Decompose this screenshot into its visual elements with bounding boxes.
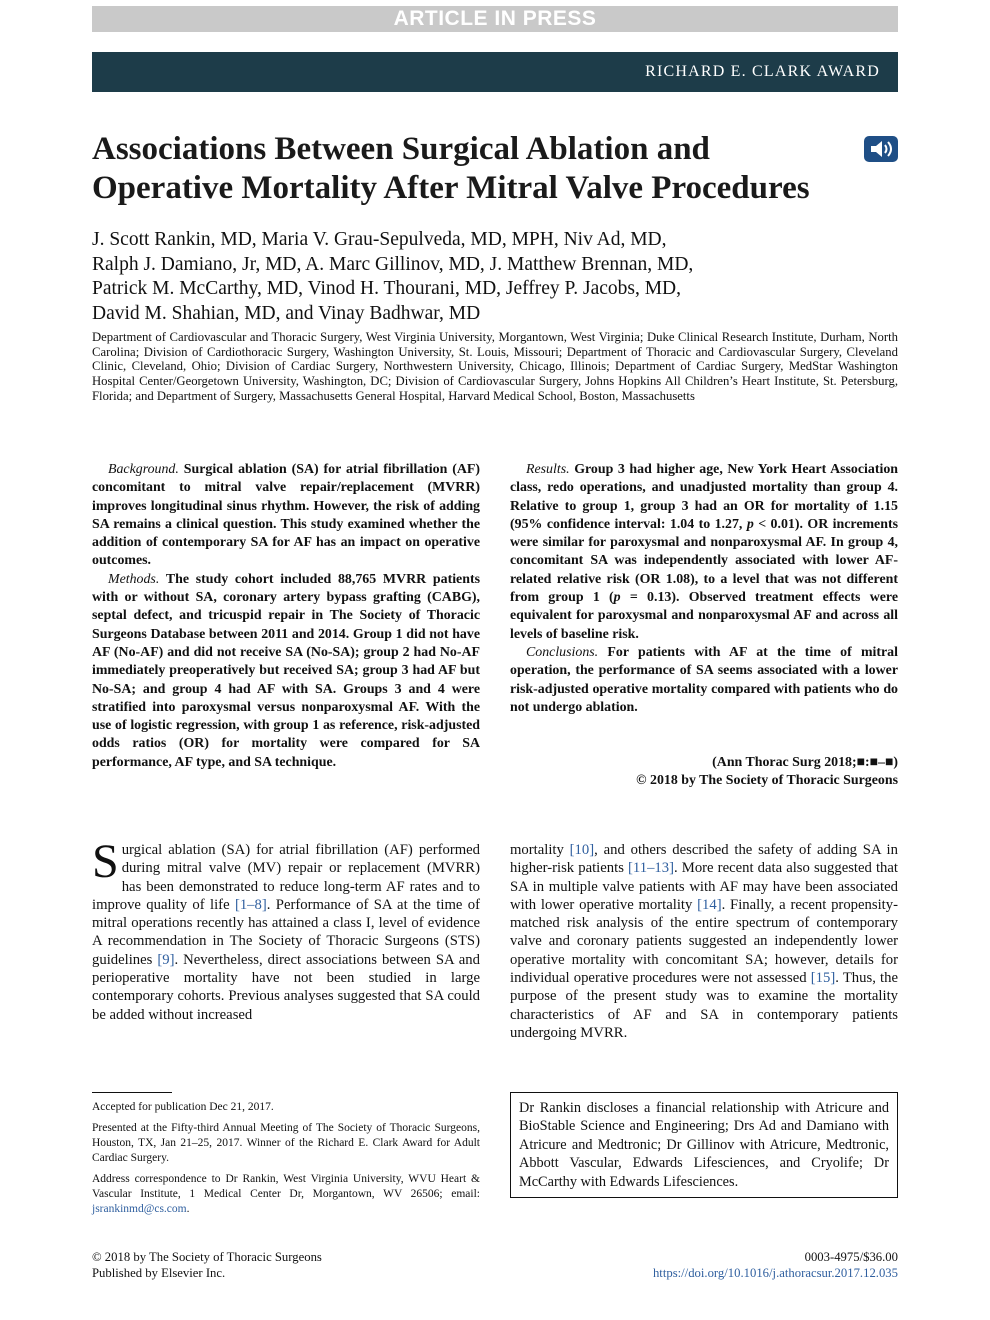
results-text: < 0.01). OR increments were similar for paroxysmal and nonparoxysmal AF. In group 4, concomitant SA was independently associated with lower AF-related relative risk (OR 1.08), to a level that was not different from group 1 ( xyxy=(510,516,898,606)
body-text: . Performance of SA at the time of mitral operations recently has attained a class I, level of evidence A recommendation in The Society of Thoracic Surgeons (STS) guidelines xyxy=(92,896,480,968)
methods-text: The study cohort included 88,765 MVRR patients with or without SA, coronary artery bypass grafting (CABG), septal defect, and tricuspid repair in The Society of Thoracic Surgeons Database between 2011 and 2014. Group 1 did not have AF (No-AF) and did not receive SA (No-SA); group 2 had No-AF immediately preoperatively but received SA; group 3 had AF but No-SA; and group 4 had AF with SA. Groups 3 and 4 were stratified into paroxysmal versus nonparoxysmal AF. With the use of logistic regression, with group 1 as reference, risk-adjusted odds ratios (OR) for mortality were compared for SA performance, AF type, and SA technique. xyxy=(92,571,480,770)
abstract-results xyxy=(510,461,898,644)
conclusions-text: For patients with AF at the time of mitral operation, the performance of SA seems associated with a lower risk-adjusted operative mortality compared with patients who do not undergo ablation. xyxy=(510,644,898,715)
footer-copyright: © 2018 by The Society of Thoracic Surgeons xyxy=(92,1250,322,1264)
background-text: Surgical ablation (SA) for atrial fibrillation (AF) concomitant to mitral valve repair/replacement (MVRR) improves longitudinal sinus rhythm. However, the risk of adding SA remains a clinical question. This study examined whether the addition of contemporary SA for AF has an impact on operative outcomes. xyxy=(92,462,480,569)
results-text: Group 3 had higher age, New York Heart Association class, redo operations, and unadjusted mortality than group 4. Relative to group 1, group 3 had an OR for mortality of 1.15 (95% confidence interval: 1.04 to 1.27, xyxy=(510,462,898,532)
reference-link[interactable]: [11–13] xyxy=(628,860,674,877)
footer-left xyxy=(92,1250,492,1281)
footer-issn: 0003-4975/$36.00 xyxy=(804,1250,898,1264)
abstract-methods xyxy=(92,571,480,772)
citation-line: (Ann Thorac Surg 2018;■:■–■) xyxy=(712,755,898,770)
body-right-column xyxy=(510,841,898,1042)
speaker-icon xyxy=(864,136,898,162)
reference-link[interactable]: [9] xyxy=(157,951,175,968)
accepted-note: Accepted for publication Dec 21, 2017. xyxy=(92,1101,274,1113)
background-label: Background. xyxy=(108,462,179,477)
reference-link[interactable]: [10] xyxy=(569,842,595,858)
reference-link[interactable]: [1–8] xyxy=(234,896,267,913)
body-text: urgical ablation (SA) for atrial fibrillation (AF) performed during mitral valve (MV) repair or replacement (MVRR) has been demonstrated to reduce long-term AF rates and to improve quality of life xyxy=(92,842,480,913)
author-line: Patrick M. McCarthy, MD, Vinod H. Thourani, MD, Jeffrey P. Jacobs, MD, xyxy=(92,278,682,299)
body-text: , and others described the safety of adding SA in higher-risk patients xyxy=(510,842,898,877)
conclusions-label: Conclusions. xyxy=(526,644,599,660)
author-line: J. Scott Rankin, MD, Maria V. Grau-Sepulveda, MD, MPH, Niv Ad, MD, xyxy=(92,229,667,250)
author-list xyxy=(92,228,898,326)
body-text: mortality xyxy=(510,842,570,858)
abstract-conclusions xyxy=(510,644,898,717)
address-end: . xyxy=(186,1203,190,1215)
title-line-2: Operative Mortality After Mitral Valve Procedures xyxy=(92,170,810,206)
correspondence-note xyxy=(92,1172,480,1217)
email-link[interactable]: jsrankinmd@cs.com xyxy=(92,1203,187,1215)
reference-link[interactable]: [15] xyxy=(810,970,836,987)
abstract-left-column xyxy=(92,461,480,772)
body-text: . Finally, a recent propensity-matched risk analysis of the entire spectrum of contemporary valve and coronary patients suggested an independently lower operative mortality with concomitant SA; however, details for individual operative procedures were not assessed xyxy=(510,896,898,987)
body-text: . More recent data also suggested that SA in multiple valve patients with AF may have been associated with lower operative mortality xyxy=(510,860,898,913)
footnote-divider xyxy=(92,1092,172,1093)
footer-publisher: Published by Elsevier Inc. xyxy=(92,1265,226,1280)
body-text: . Thus, the purpose of the present study was to examine the mortality characteristics of AF and SA in contemporary patients undergoing MVRR. xyxy=(510,970,898,1041)
article-in-press-banner: ARTICLE IN PRESS xyxy=(92,6,898,32)
methods-label: Methods. xyxy=(108,571,160,587)
body-text: . Nevertheless, direct associations between SA and perioperative mortality have not been studied in large contemporary cohorts. Previous analyses suggested that SA could be added without increased xyxy=(92,951,480,1023)
drop-cap: S xyxy=(92,835,119,888)
reference-link[interactable]: [14] xyxy=(697,896,722,913)
p-value-symbol: p xyxy=(613,590,621,606)
abstract-right-column xyxy=(510,461,898,717)
award-header-bar: RICHARD E. CLARK AWARD xyxy=(92,52,898,92)
presented-note: Presented at the Fifty-third Annual Meeting of The Society of Thoracic Surgeons, Houston, TX, Jan 21–25, 2017. Winner of the Richard E. Clark Award for Adult Cardiac Surgery. xyxy=(92,1122,480,1164)
affiliations: Department of Cardiovascular and Thoracic Surgery, West Virginia University, Morgantown, West Virginia; Duke Clinical Research Institute, Durham, North Carolina; Division of Cardiothoracic Surgery, Washington University, St. Louis, Missouri; Department of Thoracic and Cardiovascular Surgery, Cleveland Clinic, Cleveland, Ohio; Division of Cardiac Surgery, Northwestern University, Chicago, Illinois; Department of Cardiac Surgery, MedStar Washington Hospital Center/Georgetown University, Washington, DC; Division of Cardiovascular Surgery, Johns Hopkins All Children’s Heart Institute, St. Petersburg, Florida; and Department of Surgery, Massachusetts General Hospital, Harvard Medical School, Boston, Massachusetts xyxy=(92,330,898,403)
article-title xyxy=(92,130,862,208)
doi-link[interactable]: https://doi.org/10.1016/j.athoracsur.2017.12.035 xyxy=(652,1265,898,1280)
copyright-line: © 2018 by The Society of Thoracic Surgeons xyxy=(636,773,898,789)
audio-summary-button[interactable] xyxy=(864,136,898,162)
p-value-symbol: p xyxy=(746,516,754,532)
results-text: = 0.13). Observed treatment effects were equivalent for paroxysmal and nonparoxysmal AF and across all levels of baseline risk. xyxy=(510,590,898,642)
footer-right xyxy=(498,1250,898,1281)
author-line: Ralph J. Damiano, Jr, MD, A. Marc Gillinov, MD, J. Matthew Brennan, MD, xyxy=(92,253,694,275)
title-line-1: Associations Between Surgical Ablation and xyxy=(92,131,710,167)
disclosure-box: Dr Rankin discloses a financial relationship with Atricure and BioStable Science and Engineering; Drs Ad and Damiano with Atricure and Medtronic; Dr Gillinov with Atricure, Medtronic, Abbott Vascular, Edwards Lifesciences, and Cryolife; Dr McCarthy with Edwards Lifesciences. xyxy=(510,1092,898,1198)
results-label: Results. xyxy=(526,462,570,477)
journal-citation xyxy=(510,754,898,791)
abstract-background xyxy=(92,461,480,571)
footnotes xyxy=(92,1100,480,1223)
address-text: Address correspondence to Dr Rankin, West Virginia University, WVU Heart & Vascular Institute, 1 Medical Center Dr, Morgantown, WV 26506; email: xyxy=(92,1173,480,1200)
body-left-column xyxy=(92,835,480,1024)
author-line: David M. Shahian, MD, and Vinay Badhwar, MD xyxy=(92,302,481,324)
